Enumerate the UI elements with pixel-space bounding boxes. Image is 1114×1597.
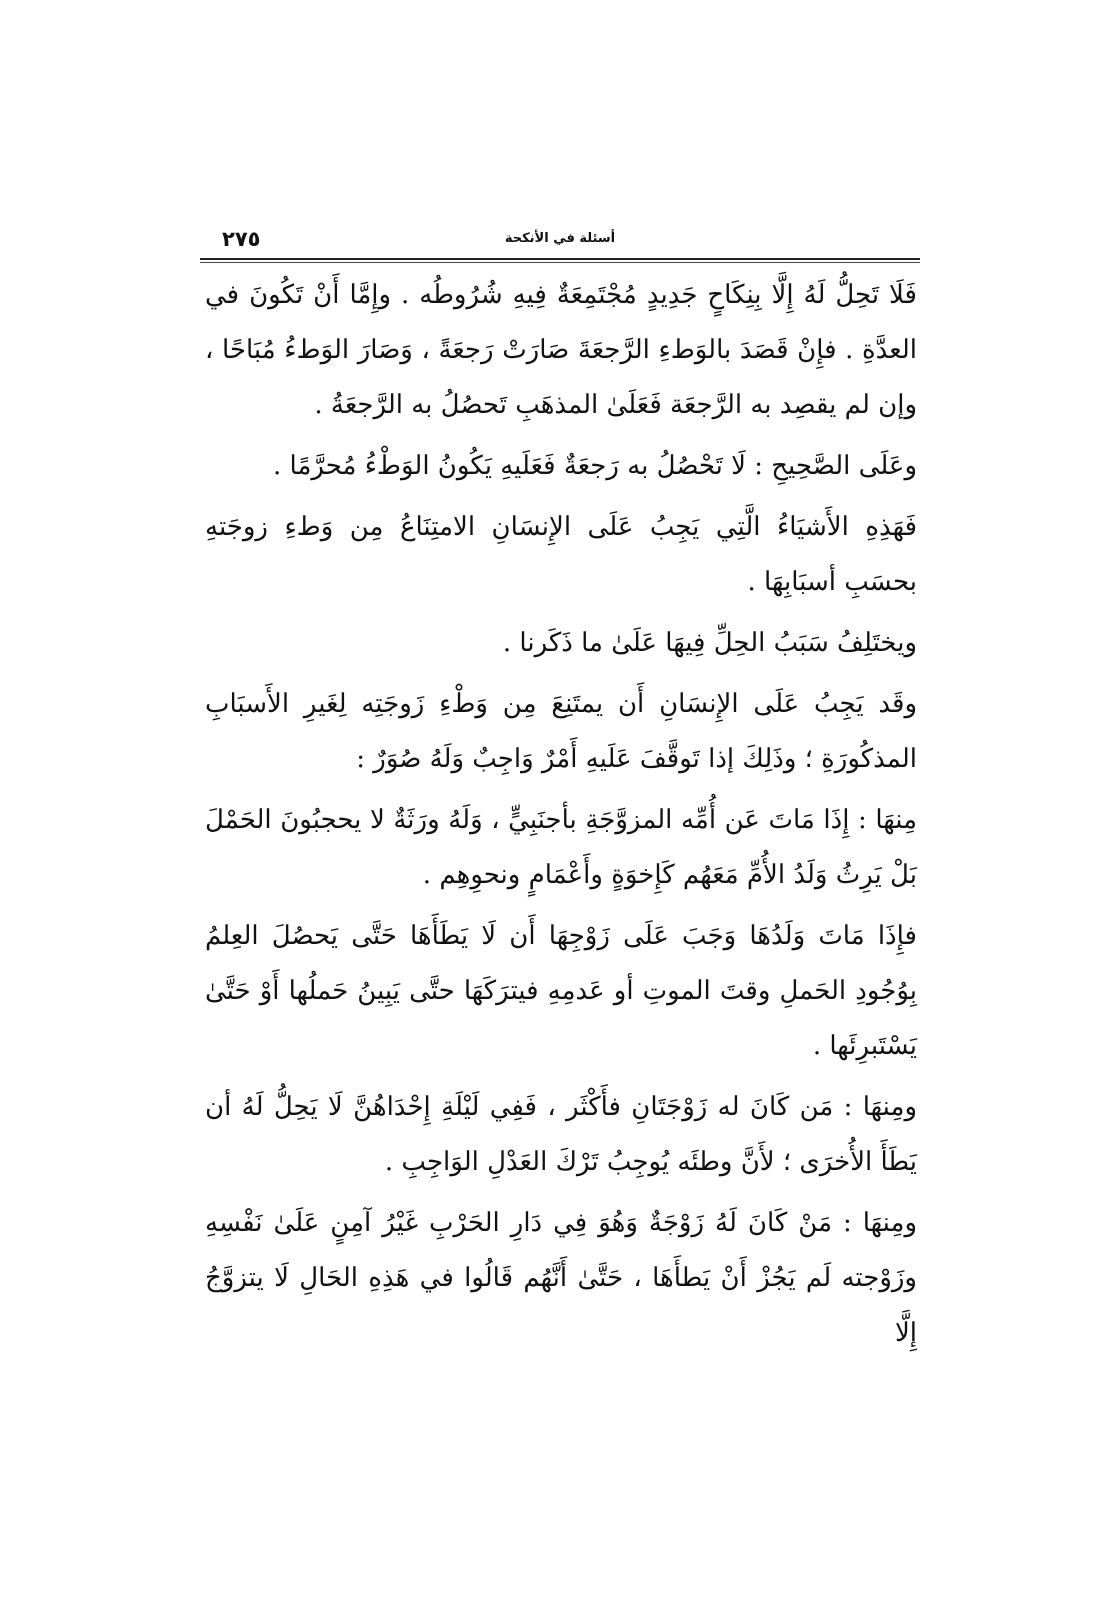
paragraph-5: وقَد يَجِبُ عَلَى الإِنسَانِ أَن يمتَنِعَ مِن وَطْءِ زَوجَتِه لِغَيرِ الأَسبَابِ المذكُورَةِ ؛ وذَلِكَ إذا تَوقَّفَ عَلَيهِ أَمْرٌ وَاجِبٌ وَلَهُ صُوَرٌ : (205, 689, 917, 774)
paragraph-7: فإِذَا مَاتَ وَلَدُهَا وَجَبَ عَلَى زَوْجِهَا أَن لَا يَطَأَهَا حَتَّى يَحصُلَ العِلمُ بِوُجُودِ الحَملِ وقتَ الموتِ أو عَدمِهِ فيترَكَهَا حتَّى يَبِينُ حَملُها أَوْ حَتَّىٰ يَسْتَبرِئَها . (205, 921, 917, 1061)
page-body (205, 268, 917, 1361)
paragraph-9: ومِنهَا : مَنْ كَانَ لَهُ زَوْجَةٌ وَهُوَ فِي دَارِ الحَرْبِ غَيْرُ آمِنٍ عَلَىٰ نَفْسِهِ وزَوْجته لَم يَجُزْ أَنْ يَطأَهَا ، حَتَّىٰ أَنَّهُم قَالُوا في هَذِهِ الحَالِ لَا يتزوَّجُ إِلَّا (205, 1208, 917, 1348)
paragraph-3: فَهَذِهِ الأَشيَاءُ الَّتِي يَجِبُ عَلَى الإِنسَانِ الامتِنَاعُ مِن وَطءِ زوجَتهِ بحسَبِ أسبَابِهَا . (205, 512, 917, 597)
paragraph-2: وعَلَى الصَّحِيحِ : لَا تَحْصُلُ به رَجعَةٌ فَعَلَيهِ يَكُونُ الوَطْءُ مُحرَّمًا . (273, 451, 917, 481)
paragraph-4: ويختَلِفُ سَبَبُ الحِلِّ فِيهَا عَلَىٰ ما ذَكَرنا . (502, 628, 917, 658)
paragraph-1: فَلَا تَحِلُّ لَهُ إِلَّا بِنِكَاحٍ جَدِيدٍ مُجْتَمِعَةٌ فِيهِ شُرُوطُه . وإِمَّا أَنْ تَكُونَ في العدَّةِ . فإِنْ قَصَدَ بالوَطءِ الرَّجعَةَ صَارَتْ رَجعَةً ، وَصَارَ الوَطءُ مُبَاحًا ، وإن لم يقصِد به الرَّجعَة فَعَلَىٰ المذهَبِ تَحصُلُ به الرَّجعَةُ . (205, 280, 917, 420)
header-rule-thin (200, 262, 920, 263)
header-rule (200, 258, 920, 260)
paragraph-6: مِنهَا : إِذَا مَاتَ عَن أُمِّه المزوَّجَةِ بأجنَبِيٍّ ، وَلَهُ ورَثَةٌ لا يحجبُونَ الحَمْلَ بَلْ يَرِثُ وَلَدُ الأُمِّ مَعَهُم كَإِخوَةٍ وأَعْمَامٍ ونحوِهِم . (205, 805, 917, 890)
paragraph-8: ومِنهَا : مَن كَانَ له زَوْجَتَانِ فأَكْثَر ، فَفِي لَيْلَةِ إِحْدَاهُنَّ لَا يَحِلُّ لَهُ أن يَطَأَ الأُخرَى ؛ لأَنَّ وطئَه يُوجِبُ تَرْكَ العَدْلِ الوَاجِبِ . (205, 1092, 917, 1177)
header-title: أسئلة في الأنكحة (504, 231, 616, 246)
page-number: ٢٧٥ (222, 227, 261, 251)
running-header (200, 225, 920, 259)
